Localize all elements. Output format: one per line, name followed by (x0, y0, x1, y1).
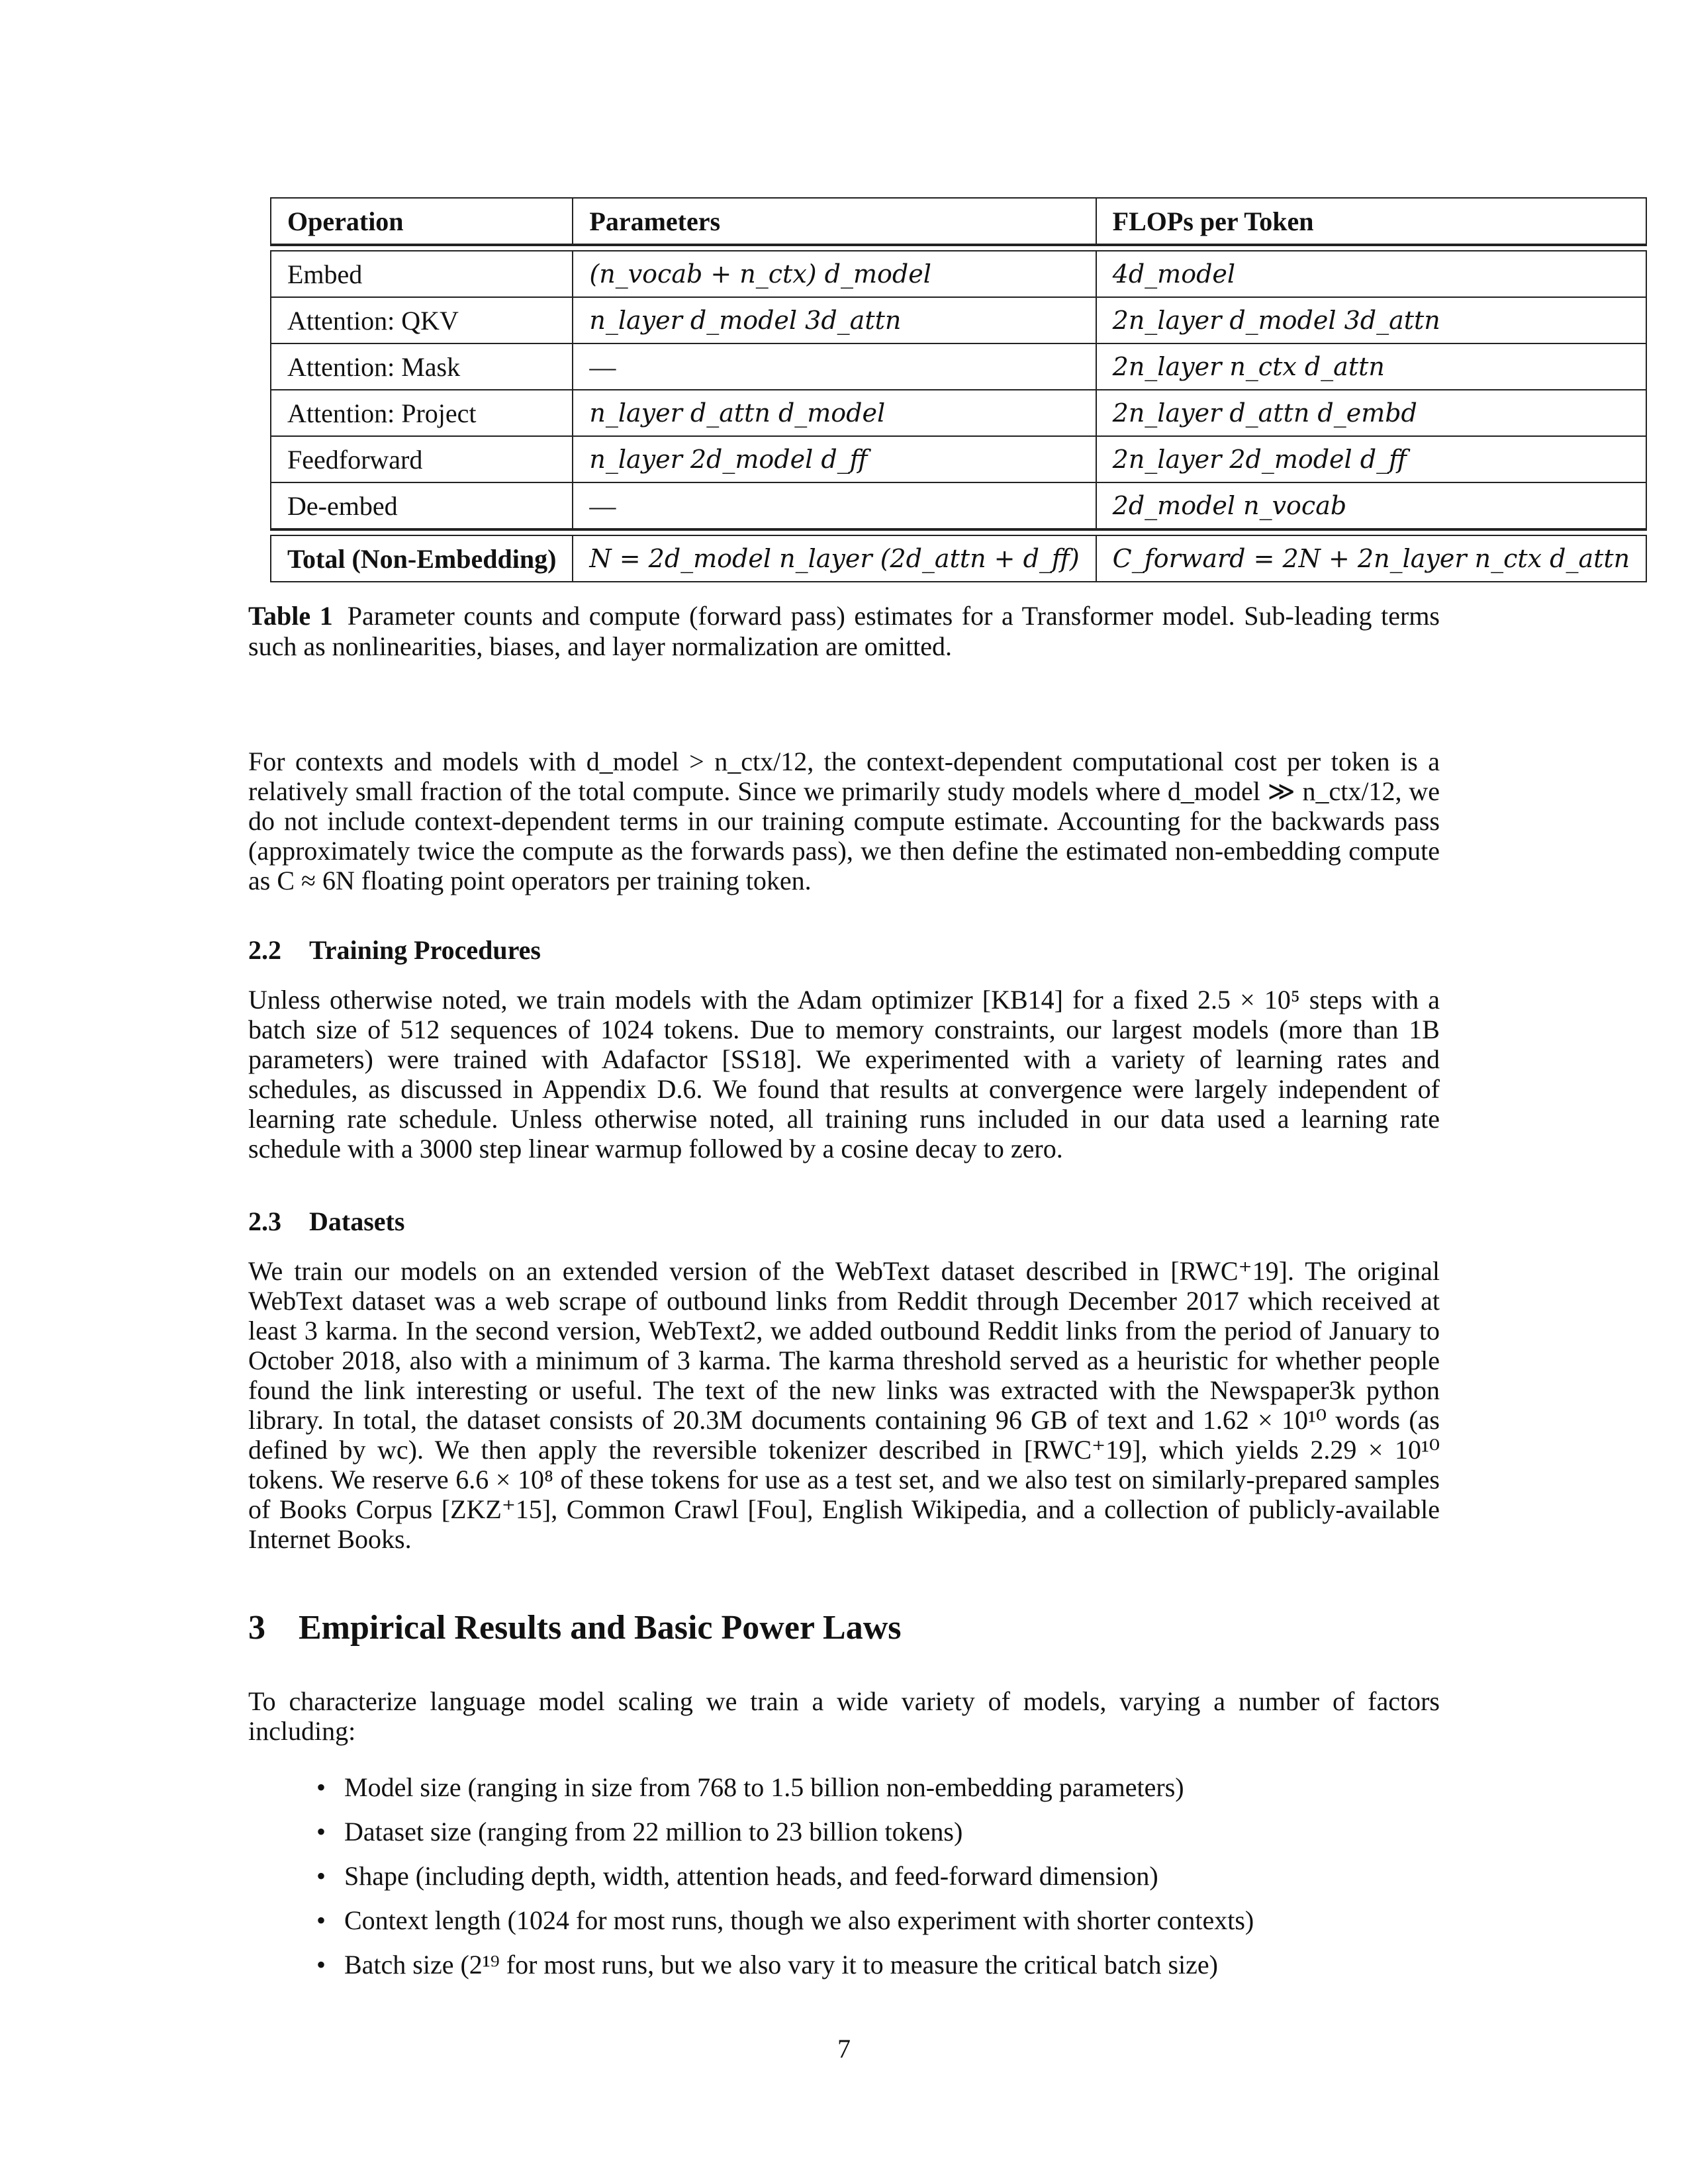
table-cell: 2n_layer n_ctx d_attn (1096, 343, 1647, 389)
table-cell: Feedforward (270, 435, 572, 482)
table-header-cell: Operation (270, 197, 572, 245)
section-number: 3 (248, 1609, 265, 1647)
table-cell: 2n_layer 2d_model d_ff (1096, 435, 1647, 482)
table-total-row (270, 535, 1647, 582)
table (270, 197, 1647, 582)
list-item: • Batch size (2¹⁹ for most runs, but we also vary it to measure the critical batch size) (311, 1950, 1436, 1994)
table-spacer (270, 529, 1647, 535)
training-procedures-paragraph: Unless otherwise noted, we train models with the Adam optimizer [KB14] for a fixed 2.5 × 10⁵ steps with a batch size of 512 sequences of 1024 tokens. Due to memory constraints, our largest models (more than 1B parameters) were trained with Adafactor [SS18]. We experimented with a variety of learning rates and schedules, as discussed in Appendix D.6. We found that results at convergence were largely independent of learning rate schedule. Unless otherwise noted, all training runs included in our data used a learning rate schedule with a 3000 step linear warmup followed by a cosine decay to zero. (248, 985, 1440, 1163)
table-cell: 2n_layer d_model 3d_attn (1096, 296, 1647, 343)
table-row (270, 435, 1647, 482)
table-cell: — (572, 343, 1095, 389)
caption-text: Parameter counts and compute (forward pass) estimates for a Transformer model. Sub-leading terms such as nonlinearities, biases, and layer normalization are omitted. (248, 601, 1440, 661)
table-header-row (270, 197, 1647, 245)
table-row (270, 482, 1647, 529)
section-heading-3 (248, 1608, 902, 1647)
list-item: • Shape (including depth, width, attention heads, and feed-forward dimension) (311, 1861, 1436, 1905)
table-row (270, 250, 1647, 296)
table-cell: n_layer 2d_model d_ff (572, 435, 1095, 482)
datasets-paragraph: We train our models on an extended version of the WebText dataset described in [RWC⁺19]. The original WebText dataset was a web scrape of outbound links from Reddit through December 2017 which received at least 3 karma. In the second version, WebText2, we added outbound Reddit links from the period of January to October 2018, also with a minimum of 3 karma. The karma threshold served as a heuristic for whether people found the link interesting or useful. The text of the new links was extracted with the Newspaper3k python library. In total, the dataset consists of 20.3M documents containing 96 GB of text and 1.62 × 10¹⁰ words (as defined by wc). We then apply the reversible tokenizer described in [RWC⁺19], which yields 2.29 × 10¹⁰ tokens. We reserve 6.6 × 10⁸ of these tokens for use as a test set, and we also test on similarly-prepared samples of Books Corpus [ZKZ⁺15], Common Crawl [Fou], English Wikipedia, and a collection of publicly-available Internet Books. (248, 1256, 1440, 1554)
table-cell: — (572, 482, 1095, 529)
table-cell: Attention: Mask (270, 343, 572, 389)
table-cell: De-embed (270, 482, 572, 529)
section-title: Datasets (309, 1206, 405, 1236)
table-cell: n_layer d_model 3d_attn (572, 296, 1095, 343)
table-cell: N = 2d_model n_layer (2d_attn + d_ff) (572, 535, 1095, 582)
table-cell: (n_vocab + n_ctx) d_model (572, 250, 1095, 296)
factor-list (311, 1772, 1436, 1994)
table-cell: C_forward = 2N + 2n_layer n_ctx d_attn (1096, 535, 1647, 582)
table-spacer (270, 245, 1647, 250)
table-cell: n_layer d_attn d_model (572, 389, 1095, 435)
table-cell: Attention: QKV (270, 296, 572, 343)
table-cell: Total (Non-Embedding) (270, 535, 572, 582)
list-item: • Context length (1024 for most runs, though we also experiment with shorter contexts) (311, 1905, 1436, 1950)
table-cell: Attention: Project (270, 389, 572, 435)
section-3-intro: To characterize language model scaling we train a wide variety of models, varying a number of factors including: (248, 1686, 1440, 1746)
table-cell: 4d_model (1096, 250, 1647, 296)
caption-label: Table 1 (248, 601, 333, 631)
table-cell: 2d_model n_vocab (1096, 482, 1647, 529)
section-number: 2.3 (248, 1206, 281, 1236)
table-row (270, 389, 1647, 435)
section-title: Empirical Results and Basic Power Laws (299, 1609, 902, 1647)
parameter-flops-table (270, 197, 1630, 582)
table-cell: 2n_layer d_attn d_embd (1096, 389, 1647, 435)
list-item: • Model size (ranging in size from 768 to 1.5 billion non-embedding parameters) (311, 1772, 1436, 1817)
page-number: 7 (837, 2034, 851, 2064)
section-title: Training Procedures (309, 935, 541, 965)
table-row (270, 296, 1647, 343)
intro-paragraph: For contexts and models with d_model > n_ctx/12, the context-dependent computational cost per token is a relatively small fraction of the total compute. Since we primarily study models where d_model ≫ n_ctx/12, we do not include context-dependent terms in our training compute estimate. Accounting for the backwards pass (approximately twice the compute as the forwards pass), we then define the estimated non-embedding compute as C ≈ 6N floating point operators per training token. (248, 747, 1440, 895)
table-caption (248, 601, 1440, 662)
table-header-cell: Parameters (572, 197, 1095, 245)
section-heading-2-2 (248, 934, 541, 966)
list-item: • Dataset size (ranging from 22 million to 23 billion tokens) (311, 1817, 1436, 1861)
table-cell: Embed (270, 250, 572, 296)
section-number: 2.2 (248, 935, 281, 965)
table-header-cell: FLOPs per Token (1096, 197, 1647, 245)
section-heading-2-3 (248, 1206, 404, 1237)
table-row (270, 343, 1647, 389)
